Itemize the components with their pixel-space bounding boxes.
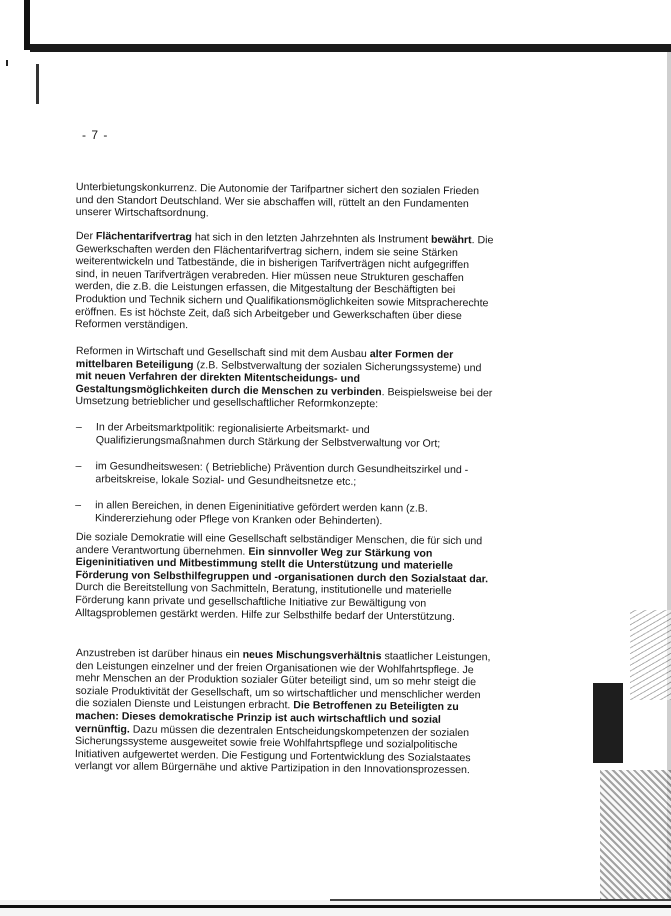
scan-notch — [24, 0, 30, 50]
p5-e: Dazu müssen die dezentralen Entscheidungskompetenzen der sozialen Sicherungssysteme ausgeweitet sowie freie Wohlfahrtspflege und sozialpolitische Initiativen aufgewertet werden. Die Festigung und Fortentwicklung des Sozialstaates verlangt vor allem Bürgernähe und aktive Partizipation in den Innovationsprozessen. — [74, 723, 471, 777]
paragraph-5-text — [75, 647, 494, 777]
reform-list — [75, 421, 494, 543]
paragraph-2 — [75, 230, 494, 335]
scan-speckle-upper — [630, 610, 671, 700]
paragraph-1-text: Unterbietungskonkurrenz. Die Autonomie der Tarifpartner sichert den sozialen Frieden und den Standort Deutschland. Wer sie abschaffen will, rüttelt an den Fundamenten unserer Wirtschaftsordnung. — [75, 181, 480, 220]
list-item — [75, 499, 493, 529]
scan-top-border — [0, 0, 671, 52]
paragraph-5 — [75, 647, 494, 777]
list-item-eigeninitiative: in allen Bereichen, in denen Eigeninitiative gefördert werden kann (z.B. Kindererziehung oder Pflege von Kranken oder Behinderten). — [94, 499, 428, 528]
p2-a: Der — [75, 230, 97, 243]
scan-bottom-line-short — [330, 899, 671, 901]
p3-a: Reformen in Wirtschaft und Gesellschaft sind mit dem Ausbau — [75, 345, 370, 361]
p3-bold-alter-formen: alter Formen der mittelbaren Beteiligung — [75, 348, 454, 371]
paragraph-4 — [75, 531, 494, 624]
paragraph-3-text — [75, 345, 494, 412]
p2-bold-bewaehrt: bewährt — [430, 233, 472, 247]
scan-dark-patch — [593, 683, 623, 763]
p2-bold-flaechentarifvertrag: Flächentarifvertrag — [95, 230, 192, 244]
scan-bottom-area — [0, 900, 671, 916]
scan-bottom-line — [0, 905, 671, 908]
p4-c: Durch die Bereitstellung von Sachmitteln, Beratung, institutionelle und materielle Förderung kann private und gesellschaftliche Initiative zur Bewältigung von Alltagsproblemen gestärkt werden. Hilfe zur Selbsthilfe bedarf der Unterstützung. — [75, 581, 456, 623]
p5-bold-mischungsverhaeltnis: neues Mischungsverhältnis — [242, 648, 382, 663]
paragraph-3 — [75, 345, 494, 412]
p3-bold-neue-verfahren: mit neuen Verfahren der direkten Mitentscheidungs- und Gestaltungsmöglichkeiten durch die Menschen zu verbinden — [75, 370, 382, 398]
p2-c: hat sich in den letzten Jahrzehnten als Instrument — [191, 231, 432, 246]
list-item-arbeitsmarkt: In der Arbeitsmarktpolitik: regionalisierte Arbeitsmarkt- und Qualifizierungsmaßnahmen durch Stärkung der Selbstverwaltung vor Ort; — [95, 421, 441, 450]
paragraph-4-text — [75, 531, 494, 624]
p2-e: . Die Gewerkschaften werden den Flächentarifvertrag sichern, indem sie seine Stärken weiterentwickeln und Tatbestände, die in bisherigen Tarifverträgen nicht aufgegriffen sind, in neuen Tarifverträgen verabreden. Hier müssen neue Strukturen geschaffen werden, die z.B. die Leistungen erfassen, die Mitgestaltung der Beschäftigten bei Produktion und Technik sichern und Qualifikationsmöglichkeiten sowie Mitspracherechte eröffnen. Es ist höchste Zeit, daß sich Arbeitgeber und Gewerkschaften über diese Reformen verständigen. — [74, 234, 494, 332]
list-dash: – — [75, 421, 82, 434]
page-number: - 7 - — [82, 128, 109, 142]
scan-mark — [6, 60, 8, 66]
p4-bold-sinnvoller-weg: Ein sinnvoller Weg zur Stärkung von Eigeninitiativen und Mitbestimmung stellt die Unterstützung und materielle Förderung von Selbsthilfegruppen und -organisationen durch den Sozialstaat dar. — [75, 545, 489, 586]
p5-bold-betroffene: Die Betroffenen zu Beteiligten zu machen: Dieses demokratische Prinzip ist auch wirtschaftlich und sozial vernünftig. — [75, 699, 459, 736]
list-dash: – — [75, 460, 82, 473]
scan-speckle-lower — [600, 770, 671, 900]
list-dash: – — [75, 499, 82, 512]
p5-a: Anzustreben ist darüber hinaus ein — [75, 647, 243, 661]
p4-a: Die soziale Demokratie will eine Gesellschaft selbständiger Menschen, die für sich und andere Verantwortung übernehmen. — [75, 531, 483, 558]
list-item-gesundheit: im Gesundheitswesen: ( Betriebliche) Prävention durch Gesundheitszirkel und -arbeitskreise, lokale Sozial- und Gesundheitsnetze etc.; — [95, 460, 469, 488]
scan-left-line — [36, 64, 39, 104]
paragraph-1 — [76, 181, 494, 223]
p5-c: staatlicher Leistungen, den Leistungen einzelner und der freien Organisationen wie der Wohlfahrtspflege. Je mehr Menschen an der Produktion sozialer Güter beteiligt sind, um so mehr steigt die soziale Produktivität der Gesellschaft, um so wirtschaftlicher und menschlicher werden die sozialen Dienste und Leistungen erbracht. — [75, 650, 491, 712]
paragraph-2-text — [75, 230, 494, 335]
p3-e: . Beispielsweise bei der Umsetzung betrieblicher und gesellschaftlicher Reformkonzepte: — [75, 385, 493, 411]
list-item — [75, 460, 493, 490]
list-item — [76, 421, 494, 451]
p3-c: (z.B. Selbstverwaltung der sozialen Sicherungssysteme) und — [193, 358, 482, 374]
